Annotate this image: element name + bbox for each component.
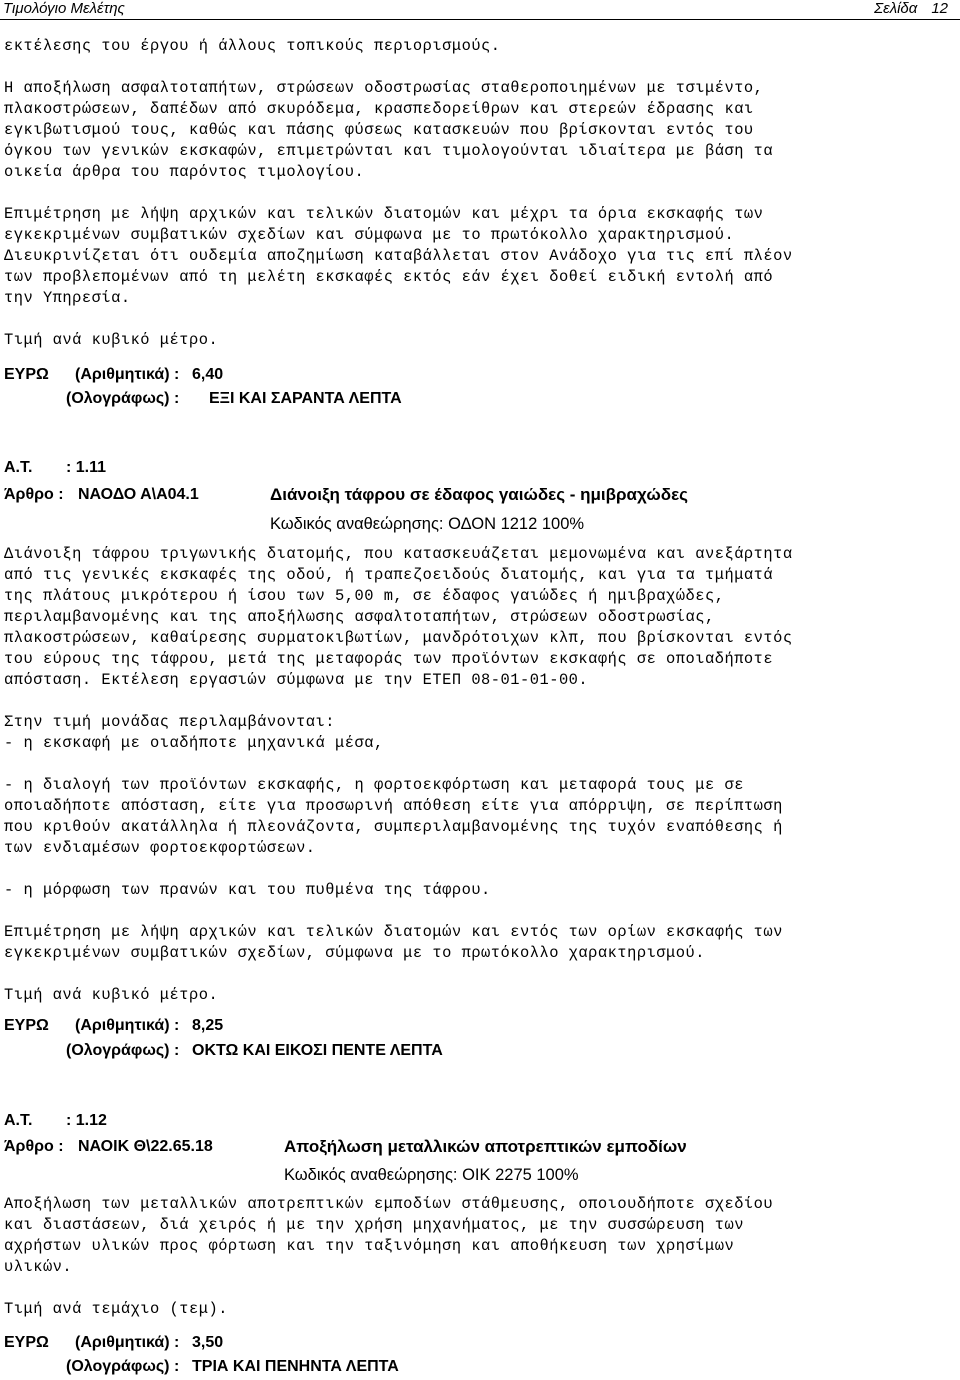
article1-text xyxy=(4,544,958,1006)
arthro-code: ΝΑΟΙΚ Θ\22.65.18 xyxy=(78,1138,213,1155)
article2-text xyxy=(4,1194,958,1320)
text-line: αχρήστων υλικών προς φόρτωση και την ταξινόμηση και αποθήκευση των χρησίμων xyxy=(4,1237,735,1255)
text-line: εγκεκριμένων συμβατικών σχεδίων, σύμφωνα με το πρωτόκολλο χαρακτηρισμού. xyxy=(4,944,705,962)
arthro-code: ΝΑΟΔΟ Α\Α04.1 xyxy=(78,486,199,503)
revision-code: Κωδικός αναθεώρησης: ΟΔΟΝ 1212 100% xyxy=(270,515,585,533)
arthro-label: Άρθρο : xyxy=(4,1138,64,1155)
text-line: που κριθούν ακατάλληλα ή πλεονάζοντα, συμπεριλαμβανομένης της τυχόν εναπόθεσης ή xyxy=(4,818,783,836)
text-line xyxy=(4,964,958,985)
text-line: της πλάτους μικρότερου ή ίσου των 5,00 m, σε έδαφος γαιώδες ή ημιβραχώδες, xyxy=(4,587,725,605)
text-line: του εύρους της τάφρου, μετά της μεταφοράς των προϊόντων εκσκαφής σε οποιαδήποτε xyxy=(4,650,774,668)
text-line: εγκεκριμένων συμβατικών σχεδίων και σύμφωνα με το πρωτόκολλο χαρακτηρισμού. xyxy=(4,226,735,244)
text-line: Αποξήλωση των μεταλλικών αποτρεπτικών εμποδίων στάθμευσης, οποιουδήποτε σχεδίου xyxy=(4,1195,774,1213)
text-line: και διαστάσεων, διά χειρός ή με την χρήση μηχανήματος, με την συσσώρευση των xyxy=(4,1216,744,1234)
price-numeric-label: (Αριθμητικά) : xyxy=(75,366,180,383)
page-label: Σελίδα xyxy=(874,0,918,17)
text-line: των προβλεπομένων από τη μελέτη εκσκαφές εκτός εάν έχει δοθεί ειδική εντολή από xyxy=(4,268,774,286)
price-words-value: ΤΡΙΑ ΚΑΙ ΠΕΝΗΝΤΑ ΛΕΠΤΑ xyxy=(192,1358,399,1375)
text-line: Τιμή ανά κυβικό μέτρο. xyxy=(4,331,219,349)
price-currency: ΕΥΡΩ xyxy=(4,1334,49,1351)
text-line: υλικών. xyxy=(4,1258,73,1276)
text-line: Επιμέτρηση με λήψη αρχικών και τελικών διατομών και εντός των ορίων εκσκαφής των xyxy=(4,923,783,941)
text-line: Τιμή ανά τεμάχιο (τεμ). xyxy=(4,1300,228,1318)
price-words-label: (Ολογράφως) : xyxy=(66,1358,180,1375)
text-line xyxy=(4,754,958,775)
text-line xyxy=(4,309,958,330)
revision-code: Κωδικός αναθεώρησης: ΟΙΚ 2275 100% xyxy=(284,1166,579,1184)
document-title: Τιμολόγιο Μελέτης xyxy=(3,0,125,17)
at-value: : 1.11 xyxy=(66,459,107,476)
text-line xyxy=(4,1278,958,1299)
at-value: : 1.12 xyxy=(66,1112,107,1129)
article-title: Διάνοιξη τάφρου σε έδαφος γαιώδες - ημιβραχώδες xyxy=(270,485,689,504)
text-line xyxy=(4,901,958,922)
text-line: εγκιβωτισμού τους, καθώς και πάσης φύσεως κατασκευών που βρίσκονται εντός του xyxy=(4,121,754,139)
text-line: οποιαδήποτε απόσταση, είτε για προσωρινή απόθεση είτε για απόρριψη, σε περίπτωση xyxy=(4,797,783,815)
page-indicator xyxy=(874,0,948,18)
text-line xyxy=(4,57,958,78)
price-numeric-label: (Αριθμητικά) : xyxy=(75,1017,180,1034)
at-label: Α.Τ. xyxy=(4,459,33,476)
price-numeric-value: 8,25 xyxy=(192,1017,224,1034)
text-line: εκτέλεσης του έργου ή άλλους τοπικούς περιορισμούς. xyxy=(4,37,501,55)
article-title: Αποξήλωση μεταλλικών αποτρεπτικών εμποδίων xyxy=(284,1137,687,1156)
price-currency: ΕΥΡΩ xyxy=(4,1017,49,1034)
block1-text xyxy=(4,36,958,351)
text-line: περιλαμβανομένης και της αποξήλωσης ασφαλτοταπήτων, στρώσεων οδοστρωσίας, xyxy=(4,608,715,626)
price-numeric-label: (Αριθμητικά) : xyxy=(75,1334,180,1351)
text-line: Η αποξήλωση ασφαλτοταπήτων, στρώσεων οδοστρωσίας σταθεροποιημένων με τσιμέντο, xyxy=(4,79,764,97)
text-line: την Υπηρεσία. xyxy=(4,289,131,307)
page-header xyxy=(0,0,960,20)
text-line xyxy=(4,691,958,712)
text-line xyxy=(4,859,958,880)
page-number: 12 xyxy=(931,0,948,17)
text-line: απόσταση. Εκτέλεση εργασιών σύμφωνα με την ΕΤΕΠ 08-01-01-00. xyxy=(4,671,589,689)
text-line: Διευκρινίζεται ότι ουδεμία αποζημίωση καταβάλλεται στον Ανάδοχο για τις επί πλέον xyxy=(4,247,793,265)
text-line: Στην τιμή μονάδας περιλαμβάνονται: xyxy=(4,713,336,731)
text-line: από τις γενικές εκσκαφές της οδού, ή τραπεζοειδούς διατομής, και για τα τμήματά xyxy=(4,566,774,584)
text-line: - η εκσκαφή με οιαδήποτε μηχανικά μέσα, xyxy=(4,734,384,752)
arthro-label: Άρθρο : xyxy=(4,486,64,503)
text-line: Επιμέτρηση με λήψη αρχικών και τελικών διατομών και μέχρι τα όρια εκσκαφής των xyxy=(4,205,764,223)
price-words-label: (Ολογράφως) : xyxy=(66,390,180,407)
price-currency: ΕΥΡΩ xyxy=(4,366,49,383)
text-line: πλακοστρώσεων, καθαίρεσης συρματοκιβωτίων, μανδρότοιχων κλπ, που βρίσκονται εντός xyxy=(4,629,793,647)
text-line: Τιμή ανά κυβικό μέτρο. xyxy=(4,986,219,1004)
text-line: - η μόρφωση των πρανών και του πυθμένα της τάφρου. xyxy=(4,881,491,899)
price-numeric-value: 6,40 xyxy=(192,366,224,383)
at-label: Α.Τ. xyxy=(4,1112,33,1129)
text-line: - η διαλογή των προϊόντων εκσκαφής, η φορτοεκφόρτωση και μεταφορά τους με σε xyxy=(4,776,744,794)
price-words-label: (Ολογράφως) : xyxy=(66,1042,180,1059)
price-words-value: ΕΞΙ ΚΑΙ ΣΑΡΑΝΤΑ ΛΕΠΤΑ xyxy=(209,390,402,407)
text-line: των ενδιαμέσων φορτοεκφορτώσεων. xyxy=(4,839,316,857)
text-line: όγκου των γενικών εκσκαφών, επιμετρώνται και τιμολογούνται ιδιαίτερα με βάση τα xyxy=(4,142,774,160)
text-line: πλακοστρώσεων, δαπέδων από σκυρόδεμα, κρασπεδορείθρων και στερεών έδρασης και xyxy=(4,100,754,118)
text-line: οικεία άρθρα του παρόντος τιμολογίου. xyxy=(4,163,365,181)
text-line: Διάνοιξη τάφρου τριγωνικής διατομής, που κατασκευάζεται μεμονωμένα και ανεξάρτητα xyxy=(4,545,793,563)
text-line xyxy=(4,183,958,204)
price-numeric-value: 3,50 xyxy=(192,1334,224,1351)
price-words-value: ΟΚΤΩ ΚΑΙ ΕΙΚΟΣΙ ΠΕΝΤΕ ΛΕΠΤΑ xyxy=(192,1042,443,1059)
